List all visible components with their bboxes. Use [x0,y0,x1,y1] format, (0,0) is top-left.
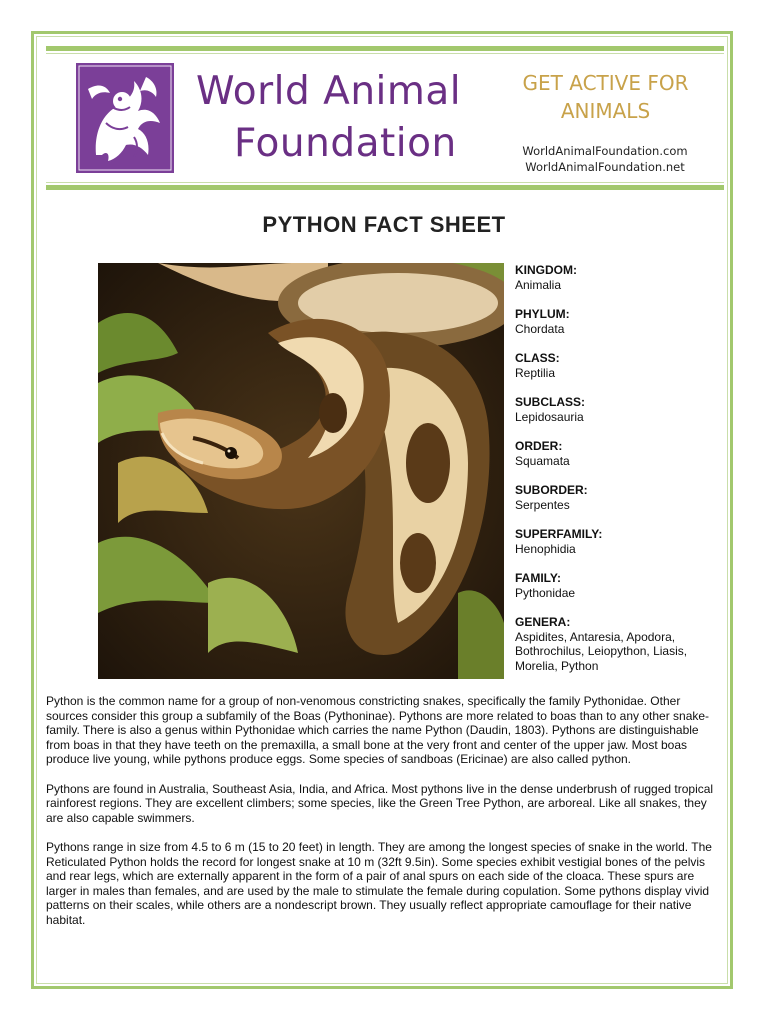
tagline-line2: ANIMALS [560,99,651,123]
tagline [498,69,713,125]
taxonomy-value: Reptilia [515,365,556,380]
taxonomy-label: CLASS: [515,351,560,365]
brand-name-line1: World Animal [196,69,462,114]
taxonomy-value: Chordata [515,321,565,336]
taxonomy-value: Squamata [515,453,570,468]
taxonomy-order [515,439,715,468]
taxonomy-label: SUBORDER: [515,483,588,497]
brand-name [196,66,496,170]
header-top-thin-rule [46,53,724,54]
foundation-logo [76,63,174,173]
taxonomy-value: Henophidia [515,541,576,556]
header-bottom-thin-rule [46,182,724,183]
tagline-line1: GET ACTIVE FOR [522,71,689,95]
taxonomy-family [515,571,715,600]
taxonomy-subclass [515,395,715,424]
paragraph-size: Pythons range in size from 4.5 to 6 m (15 to 20 feet) in length. They are among the longest species of snake in the world. The Reticulated Python holds the record for longest snake at 10 m (32ft 9.5in). Some species exhibit vestigial bones of the pelvis and rear legs, which are externally apparent in the form of a pair of anal spurs on each side of the cloaca. These spurs are larger in males than females, and are used by the male to stimulate the female during copulation. Some pythons display vivid patterns on their scales, while others are a nondescript brown. They usually reflect appropriate camouflage for their native habitat. [46,839,712,927]
taxonomy-superfamily [515,527,715,556]
taxonomy-kingdom [515,263,715,292]
taxonomy-phylum [515,307,715,336]
site-links [500,143,710,175]
page-title: PYTHON FACT SHEET [262,212,506,237]
taxonomy-value: Pythonidae [515,585,576,600]
python-photo [98,263,504,679]
taxonomy-label: GENERA: [515,615,571,629]
taxonomy-list [515,263,715,688]
taxonomy-genera [515,615,715,673]
taxonomy-label: KINGDOM: [515,263,577,277]
header-bottom-rule [46,185,724,190]
taxonomy-suborder [515,483,715,512]
paragraph-intro: Python is the common name for a group of non-venomous constricting snakes, specifically the family Pythonidae. Other sources consider this group a subfamily of the Boas (Pythoninae). Pythons are more related to boas than to any other snake-family. There is also a genus within Pythonidae which carries the name Python (Daudin, 1803). Pythons are distinguishable from boas in that they have teeth on the premaxilla, a small bone at the very front and center of the upper jaw. Most boas produce live young, while pythons produce eggs. Some species of sandboas (Ericinae) are also called python. [46,694,710,767]
taxonomy-value: Lepidosauria [515,409,584,424]
taxonomy-label: SUPERFAMILY: [515,527,603,541]
taxonomy-value: Animalia [515,277,562,292]
site-link-net[interactable]: WorldAnimalFoundation.net [525,160,685,174]
site-link-com[interactable]: WorldAnimalFoundation.com [522,144,688,158]
brand-name-line2: Foundation [234,121,457,166]
header-top-rule [46,46,724,51]
taxonomy-label: SUBCLASS: [515,395,586,409]
article-body [46,694,722,942]
taxonomy-label: FAMILY: [515,571,562,585]
taxonomy-class [515,351,715,380]
taxonomy-label: ORDER: [515,439,563,453]
taxonomy-value: Aspidites, Antaresia, Apodora, Bothrochilus, Leiopython, Liasis, Morelia, Python [515,629,688,673]
taxonomy-value: Serpentes [515,497,570,512]
paragraph-habitat: Pythons are found in Australia, Southeast Asia, India, and Africa. Most pythons live in the dense underbrush of rugged tropical rainforest regions. They are excellent climbers; some species, like the Green Tree Python, are arboreal. Like all snakes, they are also capable swimmers. [46,781,714,825]
taxonomy-label: PHYLUM: [515,307,570,321]
